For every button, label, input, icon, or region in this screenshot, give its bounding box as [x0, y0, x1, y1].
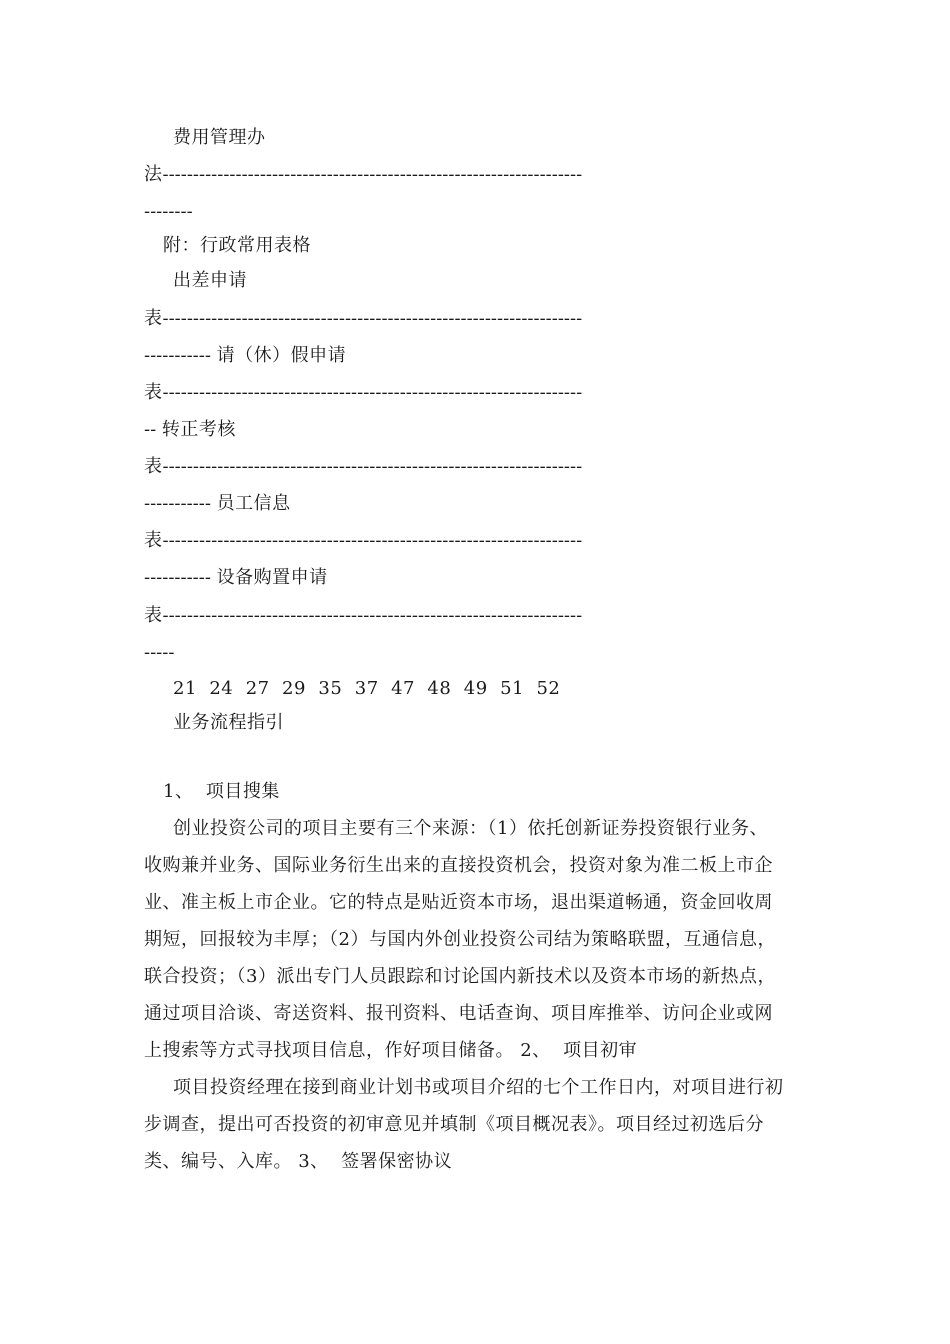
- section-title-flow: 业务流程指引: [173, 712, 284, 733]
- toc-regular-title: 转正考核: [161, 419, 236, 440]
- toc-fee-title: 费用管理办: [173, 127, 266, 148]
- toc-regular-line-2: [144, 455, 582, 479]
- paragraph-line: 联合投资；（3）派出专门人员跟踪和讨论国内新技术以及资本市场的新热点，: [144, 966, 776, 987]
- heading-project-collection: 1、 项目搜集: [163, 781, 280, 802]
- paragraph-line: 通过项目洽谈、寄送资料、报刊资料、电话查询、项目库推举、访问企业或网: [144, 1003, 773, 1024]
- toc-leader-dots: -----------: [144, 567, 217, 588]
- toc-equip-title: 设备购置申请: [216, 567, 328, 588]
- paragraph-line: 期短，回报较为丰厚；（2）与国内外创业投资公司结为策略联盟，互通信息，: [144, 929, 776, 950]
- toc-leader-dots: -----: [144, 642, 175, 663]
- toc-equip-line-2: [144, 604, 582, 628]
- appendix-title: 附：行政常用表格: [163, 235, 311, 256]
- toc-trip-line: [144, 307, 582, 331]
- toc-equip-suffix: 表: [144, 605, 163, 626]
- toc-leader-dots: ---------------------------------------------------------------------: [162, 164, 583, 185]
- paragraph-line: 步调查，提出可否投资的初审意见并填制《项目概况表》。项目经过初选后分: [144, 1114, 764, 1135]
- toc-leader-dots: ---------------------------------------------------------------------: [162, 308, 583, 329]
- paragraph-line: 收购兼并业务、国际业务衍生出来的直接投资机会，投资对象为准二板上市企: [144, 855, 773, 876]
- paragraph-line: 上搜索等方式寻找项目信息，作好项目储备。 2、 项目初审: [144, 1040, 638, 1061]
- toc-leader-dots: -----------: [144, 345, 217, 366]
- toc-page-numbers: 21 24 27 29 35 37 47 48 49 51 52: [173, 678, 561, 699]
- toc-trip-suffix: 表: [144, 308, 163, 329]
- toc-staff-title: 员工信息: [216, 493, 291, 514]
- toc-leader-dots: --------: [144, 201, 193, 222]
- toc-leave-line: [144, 344, 346, 368]
- toc-leader-dots: -----------: [144, 493, 217, 514]
- toc-trip-title: 出差申请: [173, 270, 247, 291]
- toc-fee-suffix: 法: [144, 164, 163, 185]
- toc-equip-line: [144, 566, 328, 590]
- toc-leave-title: 请（休）假申请: [216, 345, 347, 366]
- paragraph-line: 业、准主板上市企业。它的特点是贴近资本市场，退出渠道畅通，资金回收周: [144, 892, 773, 913]
- toc-leave-suffix: 表: [144, 382, 163, 403]
- toc-leader-dots: ---------------------------------------------------------------------: [162, 456, 583, 477]
- toc-staff-line: [144, 492, 291, 516]
- paragraph-line: 创业投资公司的项目主要有三个来源：（1）依托创新证券投资银行业务、: [173, 818, 768, 839]
- paragraph-line: 类、编号、入库。 3、 签署保密协议: [144, 1151, 453, 1172]
- toc-regular-line: [144, 418, 236, 442]
- toc-leader-dots: ---------------------------------------------------------------------: [162, 605, 583, 626]
- toc-staff-line-2: [144, 529, 582, 553]
- toc-leader-dots: ---------------------------------------------------------------------: [162, 382, 583, 403]
- toc-leave-line-2: [144, 381, 582, 405]
- toc-leader-dots: --: [144, 419, 162, 440]
- toc-staff-suffix: 表: [144, 530, 163, 551]
- paragraph-line: 项目投资经理在接到商业计划书或项目介绍的七个工作日内，对项目进行初: [173, 1077, 784, 1098]
- toc-leader-dots: ---------------------------------------------------------------------: [162, 530, 583, 551]
- toc-fee-line: [144, 163, 582, 187]
- toc-regular-suffix: 表: [144, 456, 163, 477]
